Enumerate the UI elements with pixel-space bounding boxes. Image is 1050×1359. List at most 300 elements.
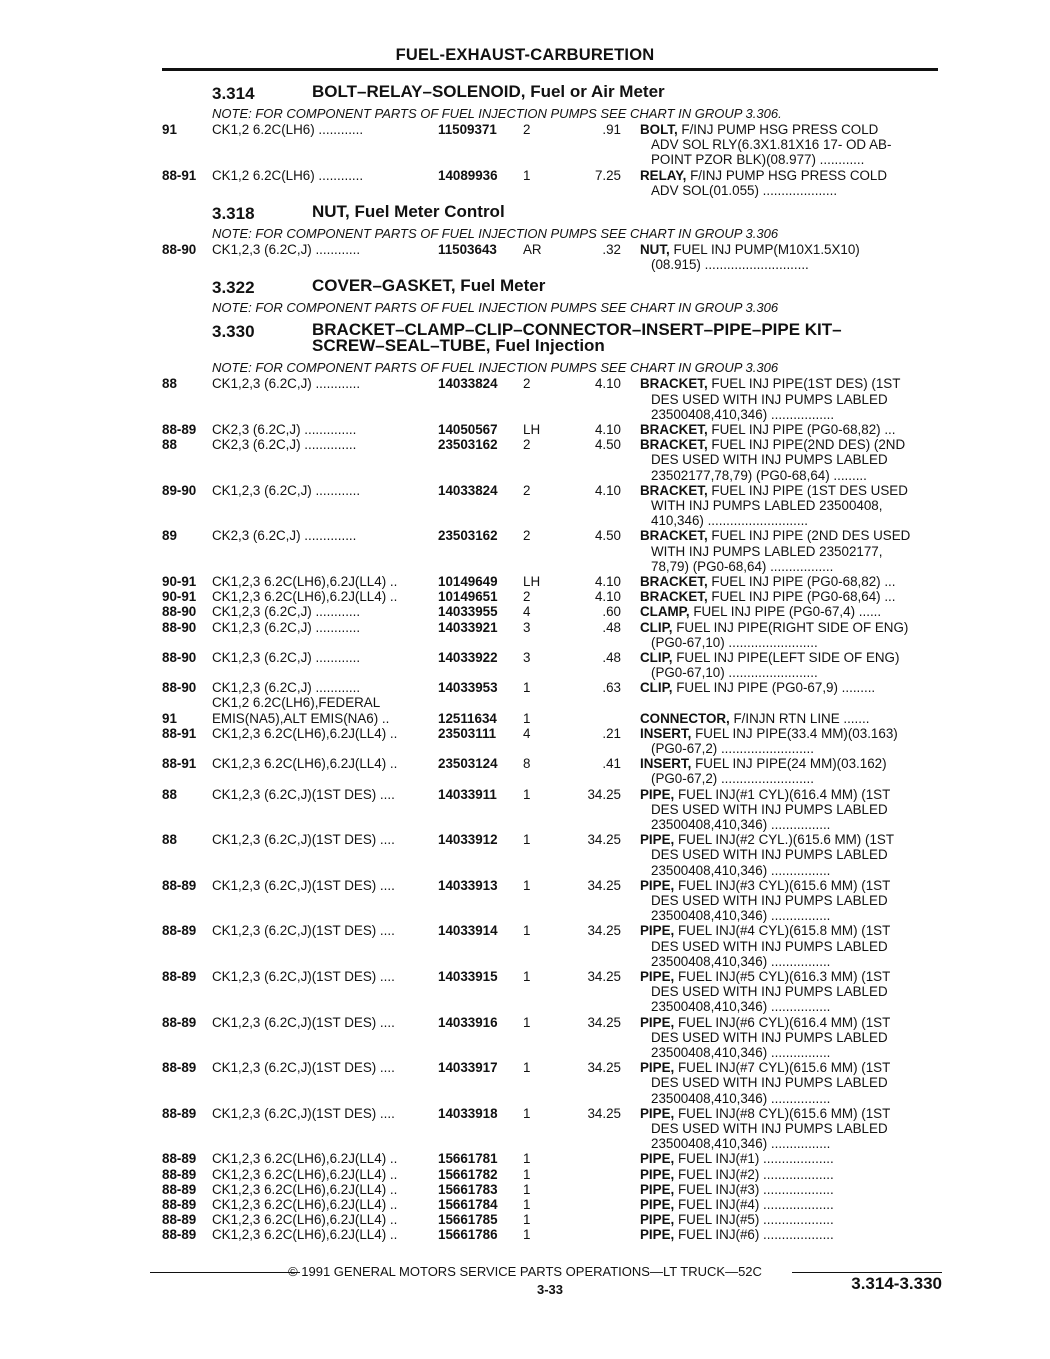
description-line: ADV SOL(01.055) .................... [651,182,838,198]
quantity: 1 [523,710,531,726]
description-line: INSERT, FUEL INJ PIPE(24 MM)(03.162) [640,756,887,772]
part-number: 10149651 [438,589,498,605]
quantity: LH [523,573,541,589]
part-description [640,604,938,619]
price: 34.25 [587,969,621,985]
model-year: 88-90 [162,604,197,620]
model-year: 88-89 [162,969,197,985]
part-description [640,756,938,786]
quantity: 3 [523,649,531,665]
description-line: PIPE, FUEL INJ(#3 CYL)(615.6 MM) (1ST [640,877,891,893]
part-number: 10149649 [438,573,498,589]
description-keyword: RELAY, [640,167,687,183]
part-description [640,711,938,726]
model-line: CK1,2,3 6.2C(LH6),6.2J(LL4) .. [212,1212,398,1228]
description-keyword: PIPE, [640,1212,675,1228]
part-description [640,832,938,878]
description-line: PIPE, FUEL INJ(#1 CYL)(616.4 MM) (1ST [640,786,891,802]
description-keyword: BRACKET, [640,528,708,544]
model-application [212,574,397,589]
part-row [0,1060,1050,1106]
model-application [212,604,360,619]
price: .32 [602,241,621,257]
section-title [312,278,932,294]
model-year: 88-90 [162,680,197,696]
part-description [640,122,938,168]
model-year: 88-89 [162,1151,197,1167]
model-application [212,242,360,257]
model-line: CK1,2,3 (6.2C,J)(1ST DES) .... [212,969,395,985]
part-row [0,680,1050,695]
description-keyword: CLAMP, [640,604,690,620]
model-year: 89-90 [162,482,197,498]
model-line: CK1,2,3 (6.2C,J)(1ST DES) .... [212,877,395,893]
description-line: DES USED WITH INJ PUMPS LABLED [651,1121,888,1136]
description-line: PIPE, FUEL INJ(#3) ................... [640,1181,834,1197]
catalog-content [0,78,1050,1243]
part-number: 11509371 [438,122,497,137]
part-row [0,437,1050,483]
price: 4.10 [594,589,621,605]
price: 4.10 [594,482,621,498]
description-line: DES USED WITH INJ PUMPS LABLED [651,1075,888,1091]
description-line: 410,346) ........................... [651,513,809,529]
description-line: WITH INJ PUMPS LABLED 23500408, [651,497,883,513]
description-line: BRACKET, FUEL INJ PIPE (PG0-68,82) ... [640,421,896,437]
description-line: WITH INJ PUMPS LABLED 23502177, [651,543,883,559]
description-line: BRACKET, FUEL INJ PIPE(2ND DES) (2ND [640,437,906,453]
description-keyword: PIPE, [640,1105,675,1121]
description-line: DES USED WITH INJ PUMPS LABLED [651,847,888,863]
description-line: PIPE, FUEL INJ(#5) ................... [640,1212,834,1228]
section-heading [0,202,1050,226]
price: 34.25 [587,786,621,802]
price: 4.50 [594,528,621,544]
footer-copyright: © 1991 GENERAL MOTORS SERVICE PARTS OPERATIONS—LT TRUCK—52C [288,1264,762,1279]
quantity: 2 [523,482,531,498]
model-application [212,832,395,847]
model-year: 89 [162,528,177,544]
model-application [212,756,397,771]
quantity: 1 [523,1151,531,1167]
part-description [640,1212,938,1227]
price: 34.25 [587,832,621,848]
model-line: CK1,2 6.2C(LH6),FEDERAL [212,695,381,711]
description-line: 23500408,410,346) ................ [651,1045,831,1061]
model-year: 88-89 [162,1014,197,1030]
model-line: CK1,2,3 (6.2C,J)(1ST DES) .... [212,1014,395,1030]
model-application [212,695,389,725]
part-description [640,483,938,529]
part-number: 14033916 [438,1014,498,1030]
part-description [640,726,938,756]
price: 4.10 [594,421,621,437]
model-application [212,969,395,984]
part-row [0,528,1050,574]
part-number: 23503124 [438,756,498,772]
description-line: 23500408,410,346) ................ [651,1136,831,1152]
model-application [212,923,395,938]
description-line: 23500408,410,346) ................ [651,817,831,833]
part-number: 14033955 [438,604,498,620]
part-number: 14033922 [438,649,498,665]
model-application [212,787,395,802]
part-number: 14050567 [438,421,498,437]
part-description [640,1106,938,1152]
section-heading [0,276,1050,300]
section-note: NOTE: FOR COMPONENT PARTS OF FUEL INJECTION PUMPS SEE CHART IN GROUP 3.306. [212,106,782,121]
model-year: 88-89 [162,1196,197,1212]
quantity: 2 [523,589,531,605]
part-description [640,969,938,1015]
part-description [640,923,938,969]
part-number: 14033913 [438,877,498,893]
quantity: 2 [523,122,531,137]
description-line: (PG0-67,2) ......................... [651,771,814,787]
model-year: 88 [162,832,177,848]
section-title [312,201,932,221]
description-keyword: PIPE, [640,1196,675,1212]
part-row [0,1182,1050,1197]
quantity: 1 [523,923,531,939]
page-header-title: FUEL-EXHAUST-CARBURETION [395,46,655,64]
model-year: 88-89 [162,923,197,939]
description-line: 23500408,410,346) ................ [651,862,831,878]
model-line: CK2,3 (6.2C,J) .............. [212,437,357,453]
description-keyword: PIPE, [640,1181,675,1197]
model-year: 88-90 [162,241,197,257]
price: 4.50 [594,437,621,453]
model-line: CK1,2,3 6.2C(LH6),6.2J(LL4) .. [212,1166,398,1182]
model-year: 88 [162,437,177,453]
description-line: (PG0-67,10) ........................ [651,665,818,681]
model-application [212,168,363,183]
model-year: 88 [162,376,177,392]
model-application [212,1060,395,1075]
quantity: 1 [523,877,531,893]
part-description [640,1060,938,1106]
quantity: 3 [523,619,531,635]
price: 34.25 [587,1014,621,1030]
part-description [640,1182,938,1197]
description-keyword: CONNECTOR, [640,710,730,726]
model-year: 90-91 [162,589,197,605]
part-row [0,589,1050,604]
description-line: (PG0-67,10) ........................ [651,634,818,650]
model-line: CK2,3 (6.2C,J) .............. [212,528,357,544]
section-number: 3.318 [212,203,255,223]
footer-section-range: 3.314-3.330 [851,1274,942,1293]
model-application [212,1015,395,1030]
model-application [212,878,395,893]
section-number: 3.322 [212,278,255,298]
footer-page-number: 3-33 [536,1282,564,1297]
model-application [212,528,356,543]
model-year: 88-91 [162,167,197,183]
model-application [212,437,356,452]
price: .91 [602,122,621,137]
description-keyword: PIPE, [640,786,675,802]
part-row [0,574,1050,589]
description-line: INSERT, FUEL INJ PIPE(33.4 MM)(03.163) [640,725,898,741]
description-line: BRACKET, FUEL INJ PIPE (1ST DES USED [640,482,908,498]
description-keyword: BRACKET, [640,376,708,392]
model-line: CK1,2,3 (6.2C,J)(1ST DES) .... [212,1060,395,1076]
part-number: 23503111 [438,725,497,741]
description-line: PIPE, FUEL INJ(#4 CYL)(615.8 MM) (1ST [640,923,891,939]
quantity: 1 [523,832,531,848]
price: 34.25 [587,923,621,939]
part-description [640,620,938,650]
section-note: NOTE: FOR COMPONENT PARTS OF FUEL INJECTION PUMPS SEE CHART IN GROUP 3.306 [212,225,779,241]
section-title [312,84,932,100]
description-line: CONNECTOR, F/INJN RTN LINE ....... [640,710,870,726]
section-number: 3.330 [212,322,255,342]
model-application [212,1182,397,1197]
model-year: 88-89 [162,421,197,437]
description-keyword: PIPE, [640,1227,675,1243]
model-line: CK1,2,3 6.2C(LH6),6.2J(LL4) .. [212,756,398,772]
part-number: 15661781 [438,1151,498,1167]
quantity: 1 [523,1105,531,1121]
quantity: 1 [523,1060,531,1076]
part-number: 15661784 [438,1196,498,1212]
quantity: 1 [523,786,531,802]
header-rule [162,68,938,71]
model-line: CK1,2,3 (6.2C,J) ............ [212,482,361,498]
description-keyword: BRACKET, [640,437,708,453]
description-line: CLAMP, FUEL INJ PIPE (PG0-67,4) ...... [640,604,882,620]
part-number: 14033914 [438,923,498,939]
model-line: CK1,2,3 6.2C(LH6),6.2J(LL4) .. [212,1196,398,1212]
part-row [0,1227,1050,1242]
description-line: CLIP, FUEL INJ PIPE (PG0-67,9) ......... [640,680,876,696]
section-3-314 [0,82,1050,198]
model-line: CK1,2,3 (6.2C,J) ............ [212,604,361,620]
model-line: CK1,2,3 6.2C(LH6),6.2J(LL4) .. [212,1227,398,1243]
model-line: CK1,2,3 (6.2C,J) ............ [212,649,361,665]
section-title-line: COVER–GASKET, Fuel Meter [312,276,546,296]
model-application [212,1106,395,1121]
model-line: CK1,2,3 (6.2C,J) ............ [212,680,361,696]
model-application [212,1151,397,1166]
part-description [640,878,938,924]
part-description [640,1151,938,1166]
description-keyword: INSERT, [640,725,692,741]
description-keyword: PIPE, [640,877,675,893]
model-application [212,1212,397,1227]
description-keyword: CLIP, [640,680,673,696]
model-application [212,650,360,665]
part-number: 14033911 [438,786,497,802]
price: .60 [602,604,621,620]
part-row [0,832,1050,878]
description-line: DES USED WITH INJ PUMPS LABLED [651,801,888,817]
part-row [0,650,1050,680]
part-description [640,1167,938,1182]
description-line: DES USED WITH INJ PUMPS LABLED [651,452,888,468]
part-row [0,1212,1050,1227]
description-line: DES USED WITH INJ PUMPS LABLED [651,984,888,1000]
description-line: BRACKET, FUEL INJ PIPE (PG0-68,82) ... [640,573,896,589]
part-number: 14033824 [438,482,498,498]
section-title-line: NUT, Fuel Meter Control [312,201,505,221]
part-row [0,620,1050,650]
quantity: 1 [523,1212,531,1228]
model-line: CK1,2,3 6.2C(LH6),6.2J(LL4) .. [212,1151,398,1167]
part-row [0,1151,1050,1166]
model-year: 88-89 [162,877,197,893]
model-line: CK1,2,3 (6.2C,J)(1ST DES) .... [212,923,395,939]
section-3-322 [0,276,1050,316]
part-row [0,726,1050,756]
part-row [0,422,1050,437]
description-keyword: CLIP, [640,619,673,635]
part-row [0,242,1050,272]
part-row [0,1197,1050,1212]
description-line: 78,79) (PG0-68,64) ................. [651,558,834,574]
part-number: 14033912 [438,832,498,848]
part-row [0,878,1050,924]
part-description [640,650,938,680]
part-number: 14033918 [438,1105,498,1121]
part-row [0,483,1050,529]
quantity: 1 [523,1181,531,1197]
price: .48 [602,649,621,665]
model-application [212,483,360,498]
model-line: CK1,2,3 (6.2C,J) ............ [212,241,361,257]
quantity: 2 [523,376,531,392]
section-heading [0,82,1050,106]
quantity: 2 [523,528,531,544]
model-application [212,376,360,391]
model-year: 88-91 [162,756,197,772]
model-year: 88-91 [162,725,197,741]
model-line: CK1,2,3 (6.2C,J) ............ [212,619,361,635]
model-application [212,589,397,604]
part-description [640,168,938,198]
quantity: AR [523,241,542,257]
part-number: 14033915 [438,969,498,985]
model-line: CK1,2 6.2C(LH6) ............ [212,167,364,183]
part-row [0,969,1050,1015]
price: 34.25 [587,1105,621,1121]
part-number: 14033921 [438,619,498,635]
quantity: 1 [523,969,531,985]
description-line: ADV SOL RLY(6.3X1.81X16 17- OD AB- [651,137,892,153]
description-line: PIPE, FUEL INJ(#6 CYL)(616.4 MM) (1ST [640,1014,891,1030]
description-keyword: BRACKET, [640,589,708,605]
part-description [640,574,938,589]
part-description [640,528,938,574]
description-line: DES USED WITH INJ PUMPS LABLED [651,893,888,909]
part-description [640,1197,938,1212]
model-line: CK2,3 (6.2C,J) .............. [212,421,357,437]
quantity: 8 [523,756,531,772]
description-line: BRACKET, FUEL INJ PIPE(1ST DES) (1ST [640,376,901,392]
description-line: 23502177,78,79) (PG0-68,64) ......... [651,467,867,483]
section-title-line: BRACKET–CLAMP–CLIP–CONNECTOR–INSERT–PIPE–PIPE KIT– [312,320,842,340]
description-keyword: PIPE, [640,1060,675,1076]
section-number: 3.314 [212,84,255,103]
description-line: PIPE, FUEL INJ(#6) ................... [640,1227,834,1243]
description-keyword: PIPE, [640,832,675,848]
description-keyword: PIPE, [640,1014,675,1030]
description-line: PIPE, FUEL INJ(#8 CYL)(615.6 MM) (1ST [640,1105,891,1121]
quantity: 1 [523,1196,531,1212]
model-line: CK1,2,3 (6.2C,J)(1ST DES) .... [212,832,395,848]
part-description [640,376,938,422]
description-keyword: BOLT, [640,122,678,137]
description-line: RELAY, F/INJ PUMP HSG PRESS COLD [640,167,888,183]
part-number: 14033917 [438,1060,498,1076]
model-year: 90-91 [162,573,197,589]
price: 4.10 [594,573,621,589]
description-keyword: CLIP, [640,649,673,665]
model-line: EMIS(NA5),ALT EMIS(NA6) .. [212,710,390,726]
part-description [640,422,938,437]
section-3-330 [0,320,1050,1242]
price: .21 [602,725,621,741]
model-year: 88-89 [162,1212,197,1228]
part-number: 14033824 [438,376,498,392]
part-row [0,787,1050,833]
quantity: 1 [523,167,531,183]
part-row [0,376,1050,422]
model-year: 91 [162,122,177,137]
part-number: 14033953 [438,680,498,696]
section-title [312,322,932,354]
description-line: PIPE, FUEL INJ(#2) ................... [640,1166,834,1182]
price: .48 [602,619,621,635]
model-year: 91 [162,710,177,726]
model-application [212,726,397,741]
part-number: 15661786 [438,1227,498,1243]
part-description [640,787,938,833]
part-row [0,756,1050,786]
description-line: PIPE, FUEL INJ(#7 CYL)(615.6 MM) (1ST [640,1060,891,1076]
part-row [0,1167,1050,1182]
description-line: DES USED WITH INJ PUMPS LABLED [651,938,888,954]
part-row [0,695,1050,725]
description-keyword: PIPE, [640,969,675,985]
part-description [640,1227,938,1242]
description-line: PIPE, FUEL INJ(#4) ................... [640,1196,834,1212]
model-year: 88-90 [162,619,197,635]
price: .63 [602,680,621,696]
section-note: NOTE: FOR COMPONENT PARTS OF FUEL INJECTION PUMPS SEE CHART IN GROUP 3.306 [212,300,779,316]
description-keyword: NUT, [640,241,670,257]
price: 34.25 [587,1060,621,1076]
description-line: 23500408,410,346) ................ [651,953,831,969]
price: .41 [602,756,621,772]
section-note: NOTE: FOR COMPONENT PARTS OF FUEL INJECTION PUMPS SEE CHART IN GROUP 3.306 [212,360,779,376]
model-line: CK1,2,3 6.2C(LH6),6.2J(LL4) .. [212,589,398,605]
quantity: 1 [523,1014,531,1030]
description-line: POINT PZOR BLK)(08.977) ............ [651,152,865,168]
description-line: 23500408,410,346) ................ [651,1090,831,1106]
quantity: 1 [523,1227,531,1243]
description-keyword: BRACKET, [640,482,708,498]
description-line: BRACKET, FUEL INJ PIPE (PG0-68,64) ... [640,589,896,605]
description-line: BRACKET, FUEL INJ PIPE (2ND DES USED [640,528,911,544]
description-line: (PG0-67,2) ......................... [651,741,814,757]
model-application [212,122,363,137]
part-row [0,122,1050,168]
part-row [0,604,1050,619]
model-application [212,1197,397,1212]
model-year: 88-89 [162,1105,197,1121]
